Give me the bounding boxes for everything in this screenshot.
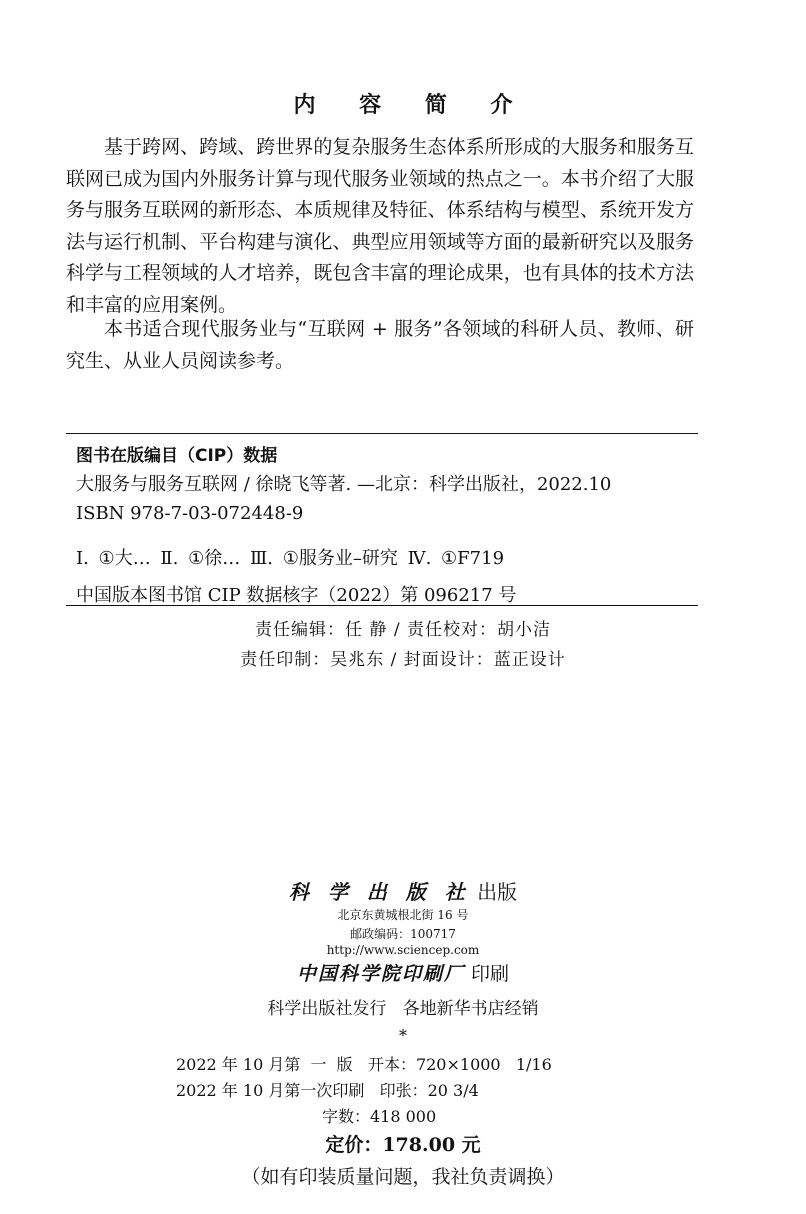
publisher-line	[0, 876, 806, 905]
printer-role: 印刷	[471, 963, 510, 985]
cip-bottom-rule	[66, 605, 698, 606]
edition-line-2: 2022 年 10 月第一次印刷 印张：20 3/4	[176, 1081, 479, 1100]
publisher-postcode: 邮政编码：100717	[350, 927, 456, 941]
publisher-address: 北京东黄城根北街 16 号	[337, 908, 469, 922]
cip-isbn: ISBN 978-7-03-072448-9	[76, 503, 304, 524]
publisher-name: 科 学 出 版 社	[288, 880, 471, 904]
cip-title-line: 大服务与服务互联网 / 徐晓飞等著. —北京：科学出版社，2022.10	[76, 474, 612, 495]
distribution-line: 科学出版社发行 各地新华书店经销	[267, 999, 539, 1019]
staff-line-production: 责任印制：吴兆东 / 封面设计：蓝正设计	[240, 650, 566, 670]
staff-line-editors: 责任编辑：任 静 / 责任校对：胡小洁	[255, 620, 551, 640]
intro-title: 内 容 简 介	[293, 92, 531, 118]
quality-notice: （如有印装质量问题，我社负责调换）	[241, 1166, 565, 1188]
intro-paragraph-1: 基于跨网、跨域、跨世界的复杂服务生态体系所形成的大服务和服务互联网已成为国内外服务计算与现代服务业领域的热点之一。本书介绍了大服务与服务互联网的新形态、本质规律及特征、体系结构与模型、系统开发方法与运行机制、平台构建与演化、典型应用领域等方面的最新研究以及服务科学与工程领域的人才培养，既包含丰富的理论成果，也有具体的技术方法和丰富的应用案例。	[66, 136, 694, 316]
intro-paragraph-2: 本书适合现代服务业与“互联网 + 服务”各领域的科研人员、教师、研究生、从业人员阅读参考。	[66, 318, 694, 372]
cip-number: 中国版本图书馆 CIP 数据核字（2022）第 096217 号	[76, 585, 517, 606]
word-count: 字数：418 000	[322, 1107, 437, 1126]
section-separator: *	[399, 1026, 407, 1045]
edition-line-1: 2022 年 10 月第 一 版 开本：720×1000 1/16	[176, 1055, 552, 1074]
cip-heading: 图书在版编目（CIP）数据	[76, 446, 278, 466]
publisher-role: 出版	[477, 880, 518, 904]
price: 定价：178.00 元	[325, 1134, 481, 1156]
publisher-url: http://www.sciencep.com	[326, 943, 480, 957]
printer-name: 中国科学院印刷厂	[296, 963, 465, 985]
cip-classification: Ⅰ. ①大… Ⅱ. ①徐… Ⅲ. ①服务业–研究 Ⅳ. ①F719	[76, 548, 505, 569]
cip-top-rule	[66, 433, 698, 434]
printer-line	[0, 959, 806, 986]
